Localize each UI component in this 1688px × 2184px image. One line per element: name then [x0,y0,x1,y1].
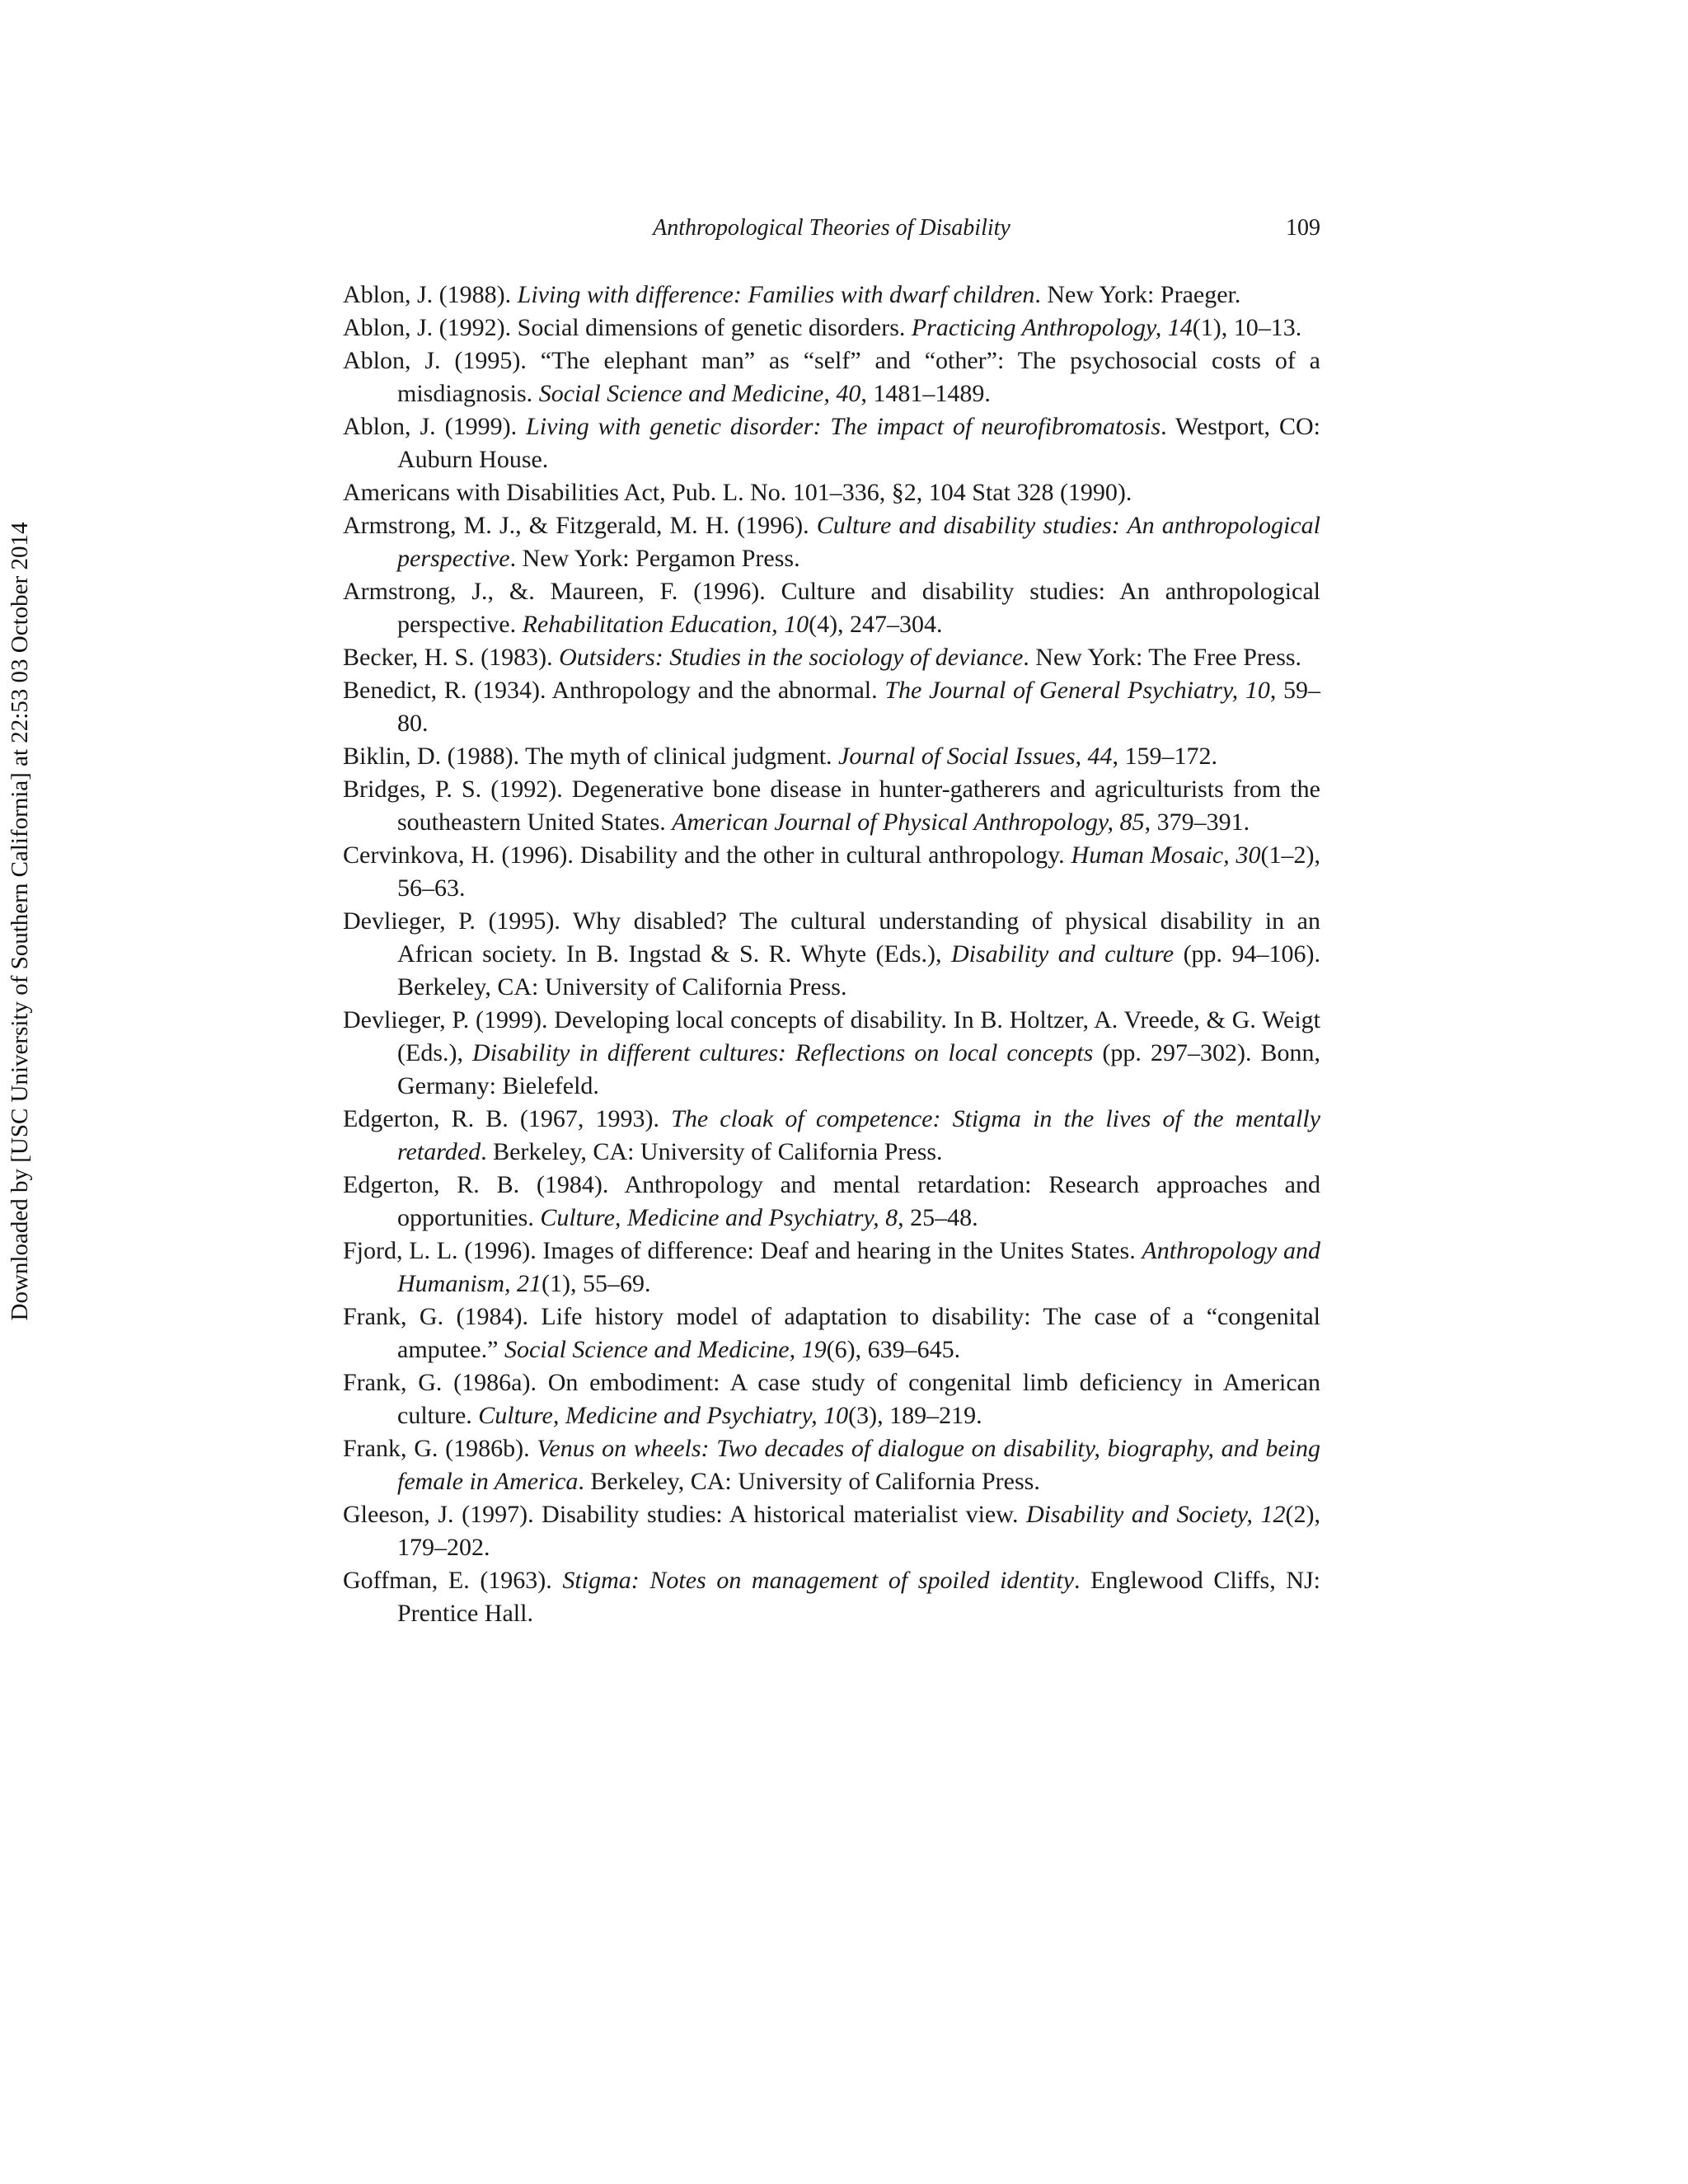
reference-text: Armstrong, J., &. Maureen, F. (1996). Culture and disability studies: An anthropological perspective. [343,578,1320,638]
reference-italic: Disability and Society, 12 [1026,1501,1286,1528]
reference-text: Becker, H. S. (1983). [343,644,560,671]
reference-text: , 1481–1489. [860,380,991,407]
reference-italic: Venus on wheels: Two decades of dialogue on disability, biography, and being female in America [397,1435,1320,1495]
reference-entry [343,344,1320,410]
reference-entry [343,641,1320,674]
reference-text: (3), 189–219. [848,1402,982,1429]
reference-italic: Disability in different cultures: Reflections on local concepts [472,1039,1094,1066]
reference-entry [343,410,1320,476]
reference-text: (6), 639–645. [826,1336,961,1363]
reference-text: . New York: The Free Press. [1023,644,1302,671]
reference-text: . Englewood Cliffs, NJ: Prentice Hall. [397,1567,1321,1627]
reference-text: Fjord, L. L. (1996). Images of difference: Deaf and hearing in the Unites States. [343,1237,1142,1264]
reference-italic: American Journal of Physical Anthropology, 85 [672,808,1145,836]
reference-italic: Culture, Medicine and Psychiatry, 10 [478,1402,849,1429]
reference-text: Americans with Disabilities Act, Pub. L. No. 101–336, §2, 104 Stat 328 (1990). [343,479,1132,506]
reference-italic: Living with difference: Families with dwarf children [517,281,1035,308]
reference-italic: Anthropology and Humanism, 21 [397,1237,1320,1297]
reference-entry [343,1301,1320,1366]
reference-text: (1), 55–69. [542,1270,651,1297]
reference-entry [343,1169,1320,1235]
reference-italic: Social Science and Medicine, 19 [504,1336,827,1363]
reference-text: Cervinkova, H. (1996). Disability and the other in cultural anthropology. [343,841,1071,869]
reference-entry [343,575,1320,641]
reference-text: . Berkeley, CA: University of California Press. [481,1138,943,1165]
reference-entry [343,476,1320,509]
reference-text: Ablon, J. (1995). “The elephant man” as “self” and “other”: The psychosocial costs of a misdiagnosis. [343,347,1320,407]
reference-text: . New York: Praeger. [1034,281,1241,308]
reference-text: . Berkeley, CA: University of California Press. [578,1468,1040,1495]
reference-text: Gleeson, J. (1997). Disability studies: A historical materialist view. [343,1501,1027,1528]
reference-text: Armstrong, M. J., & Fitzgerald, M. H. (1996). [343,512,817,539]
reference-entry [343,279,1320,312]
reference-entry [343,312,1320,344]
reference-entry [343,1498,1320,1564]
reference-italic: Social Science and Medicine, 40 [538,380,861,407]
reference-entry [343,509,1320,575]
reference-text: Edgerton, R. B. (1984). Anthropology and mental retardation: Research approaches and opportunities. [343,1171,1320,1231]
reference-text: Bridges, P. S. (1992). Degenerative bone disease in hunter-gatherers and agriculturists from the southeastern United States. [343,776,1320,836]
reference-entry [343,1366,1320,1432]
reference-text: (pp. 94–106). Berkeley, CA: University of California Press. [397,940,1321,1001]
reference-text: (1–2), 56–63. [397,841,1320,902]
reference-entry [343,1432,1320,1498]
reference-text: . New York: Pergamon Press. [509,545,800,572]
reference-entry [343,740,1320,773]
reference-text: (pp. 297–302). Bonn, Germany: Bielefeld. [397,1039,1321,1099]
reference-text: Edgerton, R. B. (1967, 1993). [343,1105,672,1132]
page-number: 109 [1286,215,1320,241]
running-title: Anthropological Theories of Disability [653,215,1010,241]
running-head [343,211,1320,246]
reference-entry [343,1564,1320,1630]
reference-text: Ablon, J. (1988). [343,281,518,308]
reference-text: Frank, G. (1986b). [343,1435,537,1462]
reference-entry [343,1103,1320,1169]
reference-text: (1), 10–13. [1192,314,1302,341]
reference-entry [343,905,1320,1004]
reference-text: (2), 179–202. [397,1501,1320,1561]
reference-italic: Disability and culture [950,940,1175,968]
reference-italic: Living with genetic disorder: The impact of neurofibromatosis [526,413,1161,440]
reference-text: Devlieger, P. (1995). Why disabled? The cultural understanding of physical disability in an African society. In B. Ingstad & S. R. Whyte (Eds.), [343,907,1320,968]
reference-text: Devlieger, P. (1999). Developing local concepts of disability. In B. Holtzer, A. Vreede, & G. Weigt (Eds.), [343,1006,1320,1066]
reference-text: (4), 247–304. [809,611,943,638]
reference-text: . Westport, CO: Auburn House. [397,413,1321,473]
download-watermark: Downloaded by [USC University of Southern California] at 22:53 03 October 2014 [7,522,33,1321]
reference-text: Ablon, J. (1999). [343,413,527,440]
reference-italic: Human Mosaic, 30 [1071,841,1261,869]
reference-text: Frank, G. (1984). Life history model of adaptation to disability: The case of a “congenital amputee.” [343,1303,1320,1363]
reference-text: Biklin, D. (1988). The myth of clinical judgment. [343,743,839,770]
reference-entry [343,1004,1320,1103]
reference-italic: Rehabilitation Education, 10 [522,611,809,638]
reference-italic: Practicing Anthropology, 14 [911,314,1193,341]
reference-text: Goffman, E. (1963). [343,1567,563,1594]
reference-text: Benedict, R. (1934). Anthropology and the abnormal. [343,677,885,704]
reference-text: , 159–172. [1112,743,1218,770]
reference-entry [343,773,1320,839]
reference-entry [343,1235,1320,1301]
reference-italic: Stigma: Notes on management of spoiled identity [562,1567,1075,1594]
reference-italic: Culture, Medicine and Psychiatry, 8 [540,1204,898,1231]
reference-italic: The Journal of General Psychiatry, 10 [884,677,1270,704]
reference-italic: Journal of Social Issues, 44 [838,743,1113,770]
reference-text: Ablon, J. (1992). Social dimensions of genetic disorders. [343,314,912,341]
reference-text: , 25–48. [898,1204,978,1231]
reference-italic: Culture and disability studies: An anthropological perspective [397,512,1320,572]
reference-entry [343,674,1320,740]
reference-italic: The cloak of competence: Stigma in the lives of the mentally retarded [397,1105,1321,1165]
reference-text: , 379–391. [1144,808,1250,836]
reference-text: , 59–80. [397,677,1321,737]
reference-entry [343,839,1320,905]
reference-list [343,279,1320,1630]
reference-text: Frank, G. (1986a). On embodiment: A case study of congenital limb deficiency in American culture. [343,1369,1320,1429]
reference-italic: Outsiders: Studies in the sociology of deviance [559,644,1024,671]
